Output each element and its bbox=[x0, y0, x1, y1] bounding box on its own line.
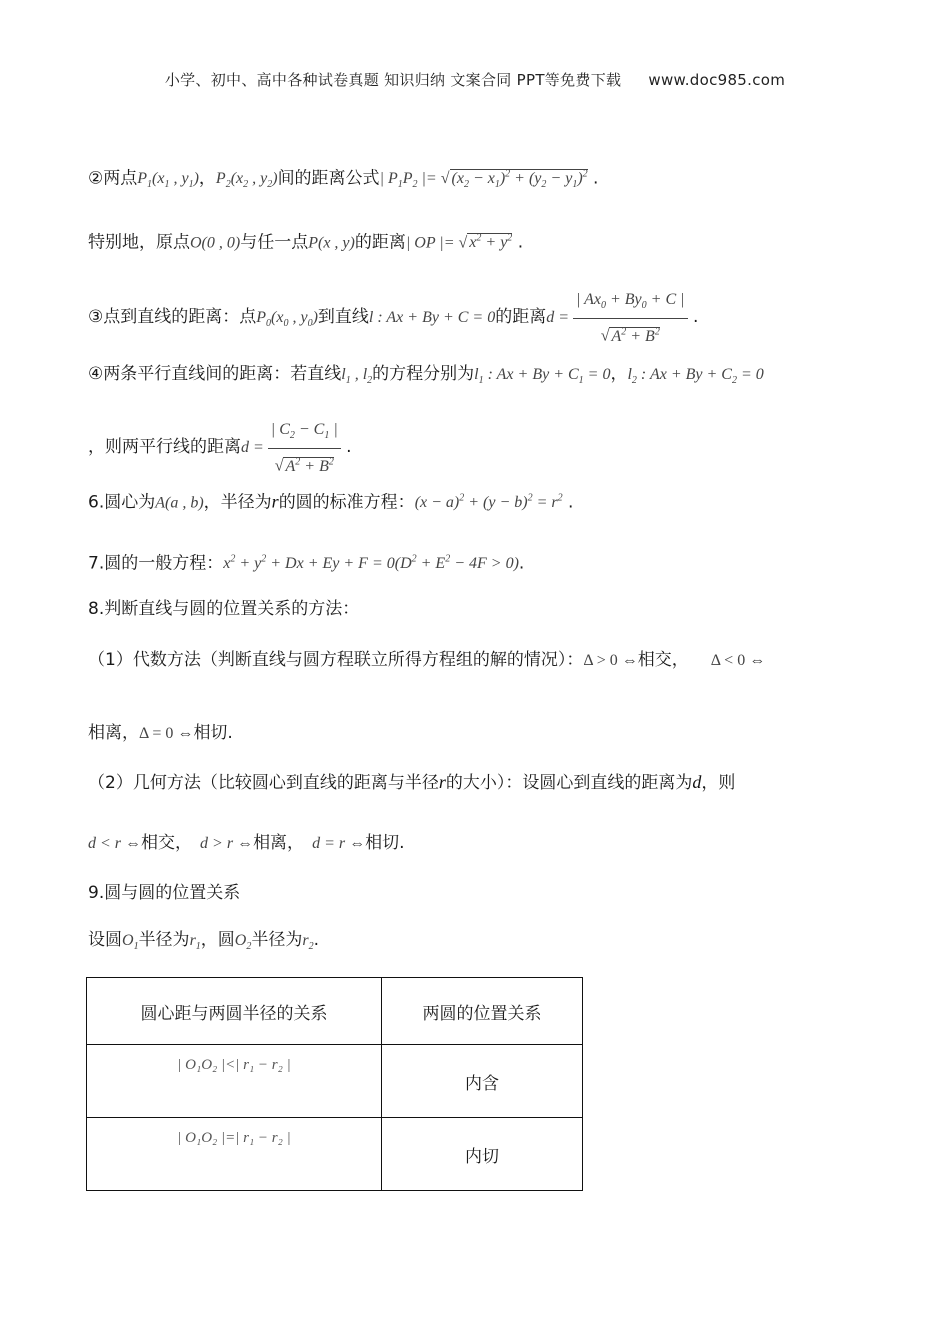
item9-setup bbox=[88, 928, 319, 959]
formula-line-l: l : Ax + By + C = 0 bbox=[368, 308, 496, 326]
formula-d-gt-r: d > r ⇔ bbox=[200, 835, 254, 852]
item8-separate: 相离， bbox=[88, 723, 139, 743]
item8-geo-b: 的大小）：设圆心到直线的距离为 bbox=[445, 773, 693, 793]
formula-o2: $O_2$ bbox=[234, 932, 252, 953]
formula-l1-l2: $l_1$ , $l_2$ bbox=[341, 366, 373, 387]
formula-l2-eq: $l_2$ : $Ax + By + C_2 = 0$ bbox=[627, 366, 764, 387]
formula-circle-general: $x^2 + y^2 + Dx + Ey + F = 0(D^2 + E^2 - 4F > 0)$ bbox=[223, 554, 519, 573]
table-row bbox=[87, 1045, 583, 1118]
item8-tangent2: 相切. bbox=[365, 833, 405, 853]
item-two-point-distance bbox=[88, 163, 598, 198]
table-cell-relation: 内切 bbox=[382, 1118, 583, 1191]
item8-tangent: 相切. bbox=[193, 723, 233, 743]
circle-relation-table bbox=[86, 977, 583, 1191]
formula-delta-neg: Δ < 0 ⇔ bbox=[710, 652, 766, 669]
formula-origin: O(0 , 0) bbox=[190, 234, 241, 252]
table-header-cell: 两圆的位置关系 bbox=[382, 978, 583, 1045]
table-row bbox=[87, 1118, 583, 1191]
item8-intersect2: 相交， bbox=[141, 833, 193, 853]
item8-algebraic-2 bbox=[88, 721, 233, 746]
special-end: . bbox=[517, 232, 524, 253]
item8-geo-d: d bbox=[692, 772, 702, 792]
item8-geometric bbox=[88, 770, 735, 795]
item6-r: r bbox=[271, 491, 279, 512]
table-cell-relation: 内含 bbox=[382, 1045, 583, 1118]
item3-lead: ③点到直线的距离：点 bbox=[88, 306, 257, 327]
special-mid1: 与任一点 bbox=[240, 232, 309, 253]
item-origin-distance bbox=[88, 227, 523, 255]
formula-r1: $r_1$ bbox=[189, 932, 201, 953]
formula-delta-zero: Δ = 0 ⇔ bbox=[139, 725, 194, 742]
item3-mid2: 的距离 bbox=[495, 306, 547, 327]
formula-point-p: P(x , y) bbox=[308, 234, 355, 252]
item9-set-e: . bbox=[313, 930, 319, 950]
item4-comma: ， bbox=[610, 364, 628, 384]
formula-circle-standard: $(x - a)^2 + (y - b)^2 = r^2$ bbox=[414, 493, 563, 512]
item8-geo-a: （2）几何方法（比较圆心到直线的距离与半径 bbox=[88, 773, 439, 793]
item-parallel-lines bbox=[88, 362, 764, 393]
item8-algebraic bbox=[88, 648, 765, 673]
item-circle-general bbox=[88, 548, 524, 576]
item7-end: . bbox=[518, 553, 525, 574]
formula-o1: $O_1$ bbox=[122, 932, 139, 953]
item8-alg: （1）代数方法（判断直线与圆方程联立所得方程组的解的情况）： bbox=[88, 650, 584, 670]
item8-geo-c: ，则 bbox=[701, 773, 736, 793]
item-parallel-distance bbox=[88, 418, 352, 479]
item9-title: 9.圆与圆的位置关系 bbox=[88, 883, 241, 903]
item8-separate2: 相离， bbox=[253, 833, 305, 853]
item9-set-b: 半径为 bbox=[138, 930, 190, 950]
table-header-row bbox=[87, 978, 583, 1045]
formula-l1-eq: $l_1$ : $Ax + By + C_1 = 0$ bbox=[474, 366, 611, 387]
item-point-line-distance bbox=[88, 288, 698, 349]
item8-geometric-2 bbox=[88, 831, 405, 856]
special-lead: 特别地，原点 bbox=[88, 232, 190, 253]
item3-mid1: 到直线 bbox=[317, 306, 369, 327]
page-header bbox=[0, 69, 950, 90]
formula-op: | OP |= √ $x^2 + y^2$ bbox=[405, 233, 513, 252]
item2-sep: ， bbox=[198, 168, 216, 189]
item9-set-d: 半径为 bbox=[251, 930, 303, 950]
header-text: 小学、初中、高中各种试卷真题 知识归纳 文案合同 PPT等免费下载 bbox=[164, 71, 622, 89]
formula-delta-pos: Δ > 0 ⇔ bbox=[583, 652, 638, 669]
item9-set-c: ，圆 bbox=[200, 930, 235, 950]
table-cell-formula bbox=[87, 1118, 382, 1191]
item4-mid1: 的方程分别为 bbox=[372, 364, 475, 384]
item7-lead: 7.圆的一般方程： bbox=[88, 553, 224, 574]
item6-lead: 6.圆心为 bbox=[88, 492, 156, 513]
formula-center-a: A(a , b) bbox=[155, 494, 204, 512]
item-circle-standard bbox=[88, 487, 573, 515]
item6-mid2: 的圆的标准方程： bbox=[278, 492, 415, 513]
formula-p2: $P_2(x_2$ , $y_2$) bbox=[215, 170, 278, 191]
formula-inner: | O₁O₂ |=| r₁ − r₂ | bbox=[177, 1130, 291, 1146]
formula-d-point-line: d = $\frac{| Ax_0 + By_0 + C |}{√ A^2 + B^2}$ bbox=[546, 309, 687, 326]
item4-end: . bbox=[346, 436, 352, 457]
header-site: www.doc985.com bbox=[648, 71, 786, 89]
special-mid2: 的距离 bbox=[354, 232, 406, 253]
item8-intersect: 相交， bbox=[637, 650, 689, 670]
formula-distance: | $P_1P_2$ |= √ $(x_2 - x_1)^2 + (y_2 - y_1)^2$ bbox=[379, 169, 588, 191]
item4-line2lead: ，则两平行线的距离 bbox=[88, 436, 241, 457]
item8-geo-r: r bbox=[438, 772, 446, 792]
item2-between: 间的距离公式 bbox=[277, 168, 380, 189]
item8-title: 8.判断直线与圆的位置关系的方法： bbox=[88, 599, 360, 619]
item6-mid1: ，半径为 bbox=[203, 492, 272, 513]
formula-p0: $P_0(x_0$ , $y_0$) bbox=[256, 308, 318, 330]
formula-r2: $r_2$ bbox=[302, 932, 314, 953]
item9-set-a: 设圆 bbox=[88, 930, 122, 950]
item3-end: . bbox=[692, 306, 699, 327]
table-header-cell: 圆心距与两圆半径的关系 bbox=[87, 978, 382, 1045]
formula-d-lt-r: d < r ⇔ bbox=[88, 835, 142, 852]
formula-p1: $P_1(x_1$ , $y_1$) bbox=[137, 170, 199, 191]
item4-lead: ④两条平行直线间的距离：若直线 bbox=[88, 364, 342, 384]
item2-prefix: ②两点 bbox=[88, 168, 138, 189]
formula-d-eq-r: d = r ⇔ bbox=[312, 835, 366, 852]
formula-inner: | O₁O₂ |<| r₁ − r₂ | bbox=[177, 1057, 291, 1073]
formula-d-parallel: d = $\frac{| C_2 - C_1 |}{√ A^2 + B^2}$ bbox=[241, 439, 341, 456]
item6-end: . bbox=[568, 492, 574, 513]
table-cell-formula bbox=[87, 1045, 382, 1118]
item2-end: . bbox=[593, 168, 599, 189]
